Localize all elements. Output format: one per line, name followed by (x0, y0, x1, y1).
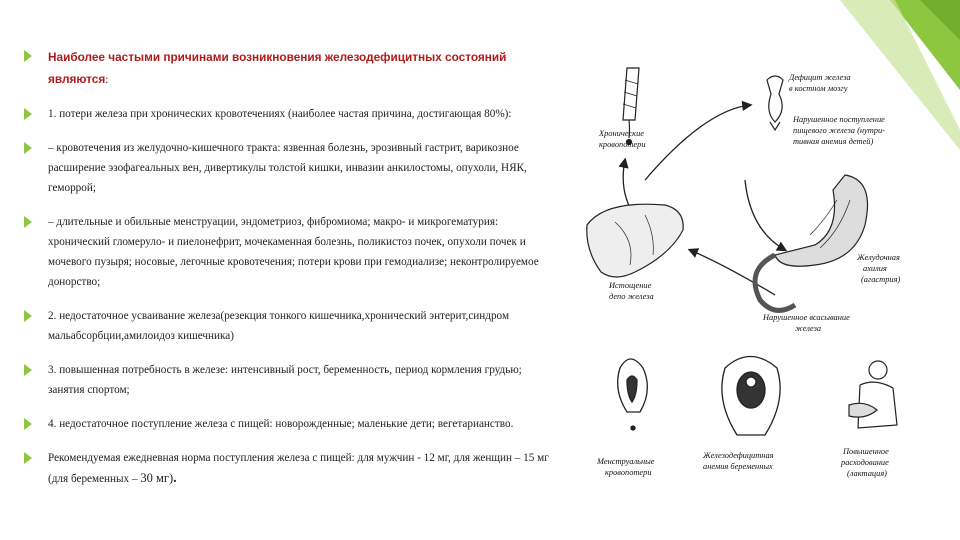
iron-deficiency-illustration (575, 50, 915, 490)
stomach-icon (755, 175, 868, 310)
list-item-text: 1. потери железа при хронических кровотечениях (наиболее частая причина, достигающая 80%): (48, 108, 512, 120)
caption-line: тивная анемия детей) (793, 137, 874, 146)
list-item (22, 360, 552, 400)
caption-line: в костном мозгу (789, 84, 848, 93)
caption-line: Нарушенное поступление (793, 115, 885, 124)
caption-intake (792, 115, 887, 146)
bullet-marker-icon (24, 364, 32, 376)
liver-icon (587, 204, 683, 277)
caption-line: Менструальные (597, 457, 655, 466)
caption-line: ахилия (863, 264, 887, 273)
list-item-text: – длительные и обильные менструации, эндометриоз, фибромиома; макро- и микрогематурия: хронический гломерулo- и пиелонефрит, мочекаменная болезнь, поликистоз почек, опухоли почек и мочевого пузыря; носовые, легочные кровотечения; потери крови при гемодиализе; неконтролируемое донорство; (48, 216, 539, 288)
bullet-marker-icon (24, 142, 32, 154)
caption-line: Желудочная (857, 253, 900, 262)
list-item-text: 4. недостаточное поступление железа с пищей: новорожденные; маленькие дети; вегетарианство. (48, 418, 514, 430)
pregnancy-norm: 30 мг) (140, 471, 174, 485)
caption-depletion (608, 281, 654, 301)
caption-deficit (788, 73, 853, 93)
caption-line: Истощение (609, 281, 652, 290)
bullet-marker-icon (24, 50, 32, 62)
caption-chronic (598, 129, 646, 149)
list-item (22, 306, 552, 346)
bullet-marker-icon (24, 310, 32, 322)
caption-line: железа (795, 324, 822, 333)
caption-line: расходование (841, 458, 889, 467)
caption-menstrual (596, 457, 657, 477)
caption-line: анемия беременных (703, 462, 773, 471)
heading-bullet (22, 46, 552, 90)
caption-line: Хронические (599, 129, 644, 138)
caption-line: (лактация) (847, 469, 887, 478)
list-item (22, 212, 552, 292)
list-item (22, 414, 552, 434)
list-item (22, 448, 552, 489)
caption-line: Повышенное (843, 447, 889, 456)
list-item-text: Рекомендуемая ежедневная норма поступления железа с пищей: для мужчин - 12 мг, для женщин – 15 мг (для беременных – (48, 452, 549, 485)
caption-line: пищевого железа (нутри- (793, 126, 885, 135)
list-item-text: 3. повышенная потребность в железе: интенсивный рост, беременность, период кормления грудью; занятия спортом; (48, 364, 522, 396)
list-item (22, 104, 552, 124)
caption-gastric (856, 253, 902, 284)
caption-line: Нарушенное всасывание (763, 313, 850, 322)
caption-line: Дефицит железа (789, 73, 851, 82)
caption-line: кровопотери (599, 140, 646, 149)
text-content (22, 46, 552, 503)
list-item-text: 2. недостаточное усваивание железа(резекция тонкого кишечника,хронический энтерит,синдром мальабсорбции,амилоидоз кишечника) (48, 310, 510, 342)
bullet-marker-icon (24, 216, 32, 228)
lactation-icon (849, 361, 897, 428)
caption-pregnancy (702, 451, 776, 471)
bullet-marker-icon (24, 452, 32, 464)
slide-heading: Наиболее частыми причинами возникновения железодефицитных состояний являются (48, 50, 507, 86)
uterus-menstrual-icon (618, 359, 648, 430)
caption-line: депо железа (609, 292, 654, 301)
caption-consumption (840, 447, 891, 478)
bullet-marker-icon (24, 418, 32, 430)
bullet-marker-icon (24, 108, 32, 120)
uterus-pregnancy-icon (722, 357, 780, 436)
caption-line: (агастрия) (861, 275, 901, 284)
list-item-text: – кровотечения из желудочно-кишечного тракта: язвенная болезнь, эрозивный гастрит, варикозное расширение эзофагеальных вен, дивертикулы толстой кишки, инвазии анкилостомы, опухоли, НЯК, геморрой; (48, 142, 527, 194)
heading-colon: : (105, 74, 109, 86)
list-item (22, 138, 552, 198)
caption-line: Железодефицитная (703, 451, 774, 460)
bone-marrow-icon (767, 76, 783, 130)
caption-absorption (762, 313, 852, 333)
caption-line: кровопотери (605, 468, 652, 477)
final-dot: . (173, 471, 177, 486)
